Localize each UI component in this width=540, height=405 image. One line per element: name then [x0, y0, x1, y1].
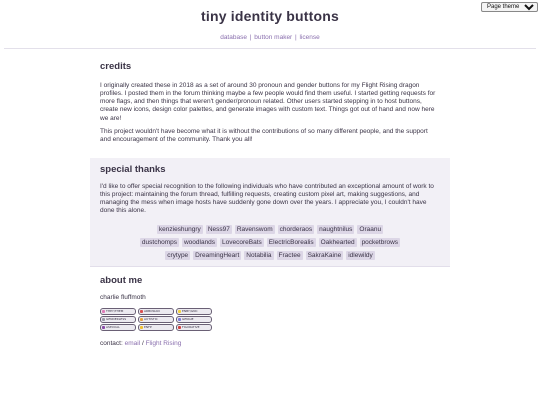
badge-flag-icon	[140, 318, 143, 321]
contributor-name: Ness97	[207, 226, 230, 234]
identity-badge	[176, 308, 212, 315]
identity-badge	[138, 316, 174, 323]
nav-license-link[interactable]: license	[299, 34, 320, 41]
badge-flag-icon	[140, 326, 143, 329]
nav-separator: |	[295, 34, 297, 41]
contributor-name: pocketbrows	[361, 239, 399, 247]
badge-flag-icon	[102, 310, 105, 313]
contributor-name: DreamingHeart	[195, 252, 240, 260]
about-me-heading: about me	[100, 275, 143, 287]
author-name: charlie fluffmoth	[100, 294, 146, 302]
contributor-name: crytype	[167, 252, 189, 260]
contact-label: contact:	[100, 339, 123, 347]
identity-badge	[138, 324, 174, 331]
contributor-name: kenzieshungry	[158, 226, 201, 234]
contact-separator: /	[141, 339, 144, 347]
badge-text: ENFP	[144, 324, 152, 329]
credits-heading: credits	[100, 61, 132, 72]
contributor-name: Oakhearted	[320, 239, 355, 247]
badge-text: ARBOSIAN	[144, 308, 160, 313]
identity-badge	[176, 324, 212, 331]
page-theme-select[interactable]	[481, 2, 538, 12]
badge-text: GENGIE	[182, 316, 194, 321]
badge-flag-icon	[178, 318, 181, 321]
identity-badge	[176, 316, 212, 323]
contributor-name: idlewildy	[348, 252, 373, 260]
contributor-name: Fractee	[278, 252, 301, 260]
badge-text: THEY/THEM	[106, 308, 124, 313]
badge-text: AUTISTIC	[144, 316, 158, 321]
contributor-name: Oraanu	[359, 226, 382, 234]
badge-flag-icon	[140, 310, 143, 313]
badge-flag-icon	[102, 318, 105, 321]
nav-database-link[interactable]: database	[220, 34, 247, 41]
contributor-name: naughtnilus	[319, 226, 353, 234]
credits-section	[90, 49, 450, 158]
contributor-list	[100, 221, 440, 260]
contributor-name: chorderaos	[279, 226, 313, 234]
credits-paragraph: This project wouldn't have become what it is without the contributions of so many different people, and the support and encouragement of the community. Thank you all!	[100, 127, 428, 143]
contact-line	[100, 340, 440, 347]
top-nav	[0, 34, 540, 41]
contributor-name: ElectricBorealis	[268, 239, 314, 247]
site-title: tiny identity buttons	[201, 8, 339, 24]
contributor-name: Ravenswom	[236, 226, 273, 234]
nav-button-maker-link[interactable]: button maker	[254, 34, 293, 41]
badge-text: FIGURATIVE	[182, 324, 200, 329]
nav-separator: |	[249, 34, 252, 41]
identity-badge	[138, 308, 174, 315]
badge-flag-icon	[178, 310, 181, 313]
badge-text: ENBY/GNC	[182, 308, 198, 313]
identity-badge	[100, 324, 136, 331]
contributor-name: woodlands	[183, 239, 216, 247]
badge-text: GENDERLESS	[106, 316, 127, 321]
identity-badge	[100, 316, 136, 323]
badge-text: ASEXUAL	[106, 324, 120, 329]
credits-paragraph: I originally created these in 2018 as a set of around 30 pronoun and gender buttons for my Flight Rising dragon profiles. I posted them in the forum thinking maybe a few people would find them useful. I started getting requests for more flags, and then things that weren't gender/pronoun related. Other users started stepping in to host buttons, create new icons, design color palettes, and generate images with custom text. Things got out of hand and now here we are!	[100, 82, 436, 122]
special-thanks-intro: I'd like to offer special recognition to the following individuals who have contributed an exceptional amount of work to this project: maintaining the forum thread, fulfilling requests, creating custom pixel art, making suggestions, and managing the mess when image hosts have suddenly gone down over the years. I appreciate you, I couldn't have done this alone.	[100, 182, 434, 215]
identity-badge-grid	[100, 308, 440, 331]
badge-flag-icon	[178, 326, 181, 329]
badge-flag-icon	[102, 326, 105, 329]
flight-rising-link[interactable]: Flight Rising	[145, 339, 182, 347]
email-link[interactable]: email	[124, 339, 141, 347]
contributor-name: dustchomps	[141, 239, 177, 247]
contributor-name: LovecoreBats	[222, 239, 262, 247]
about-me-section	[90, 267, 450, 346]
identity-badge	[100, 308, 136, 315]
special-thanks-heading: special thanks	[100, 163, 166, 175]
special-thanks-section	[90, 158, 450, 268]
contributor-name: Notabilia	[246, 252, 272, 260]
contributor-name: SakraKaine	[307, 252, 342, 260]
